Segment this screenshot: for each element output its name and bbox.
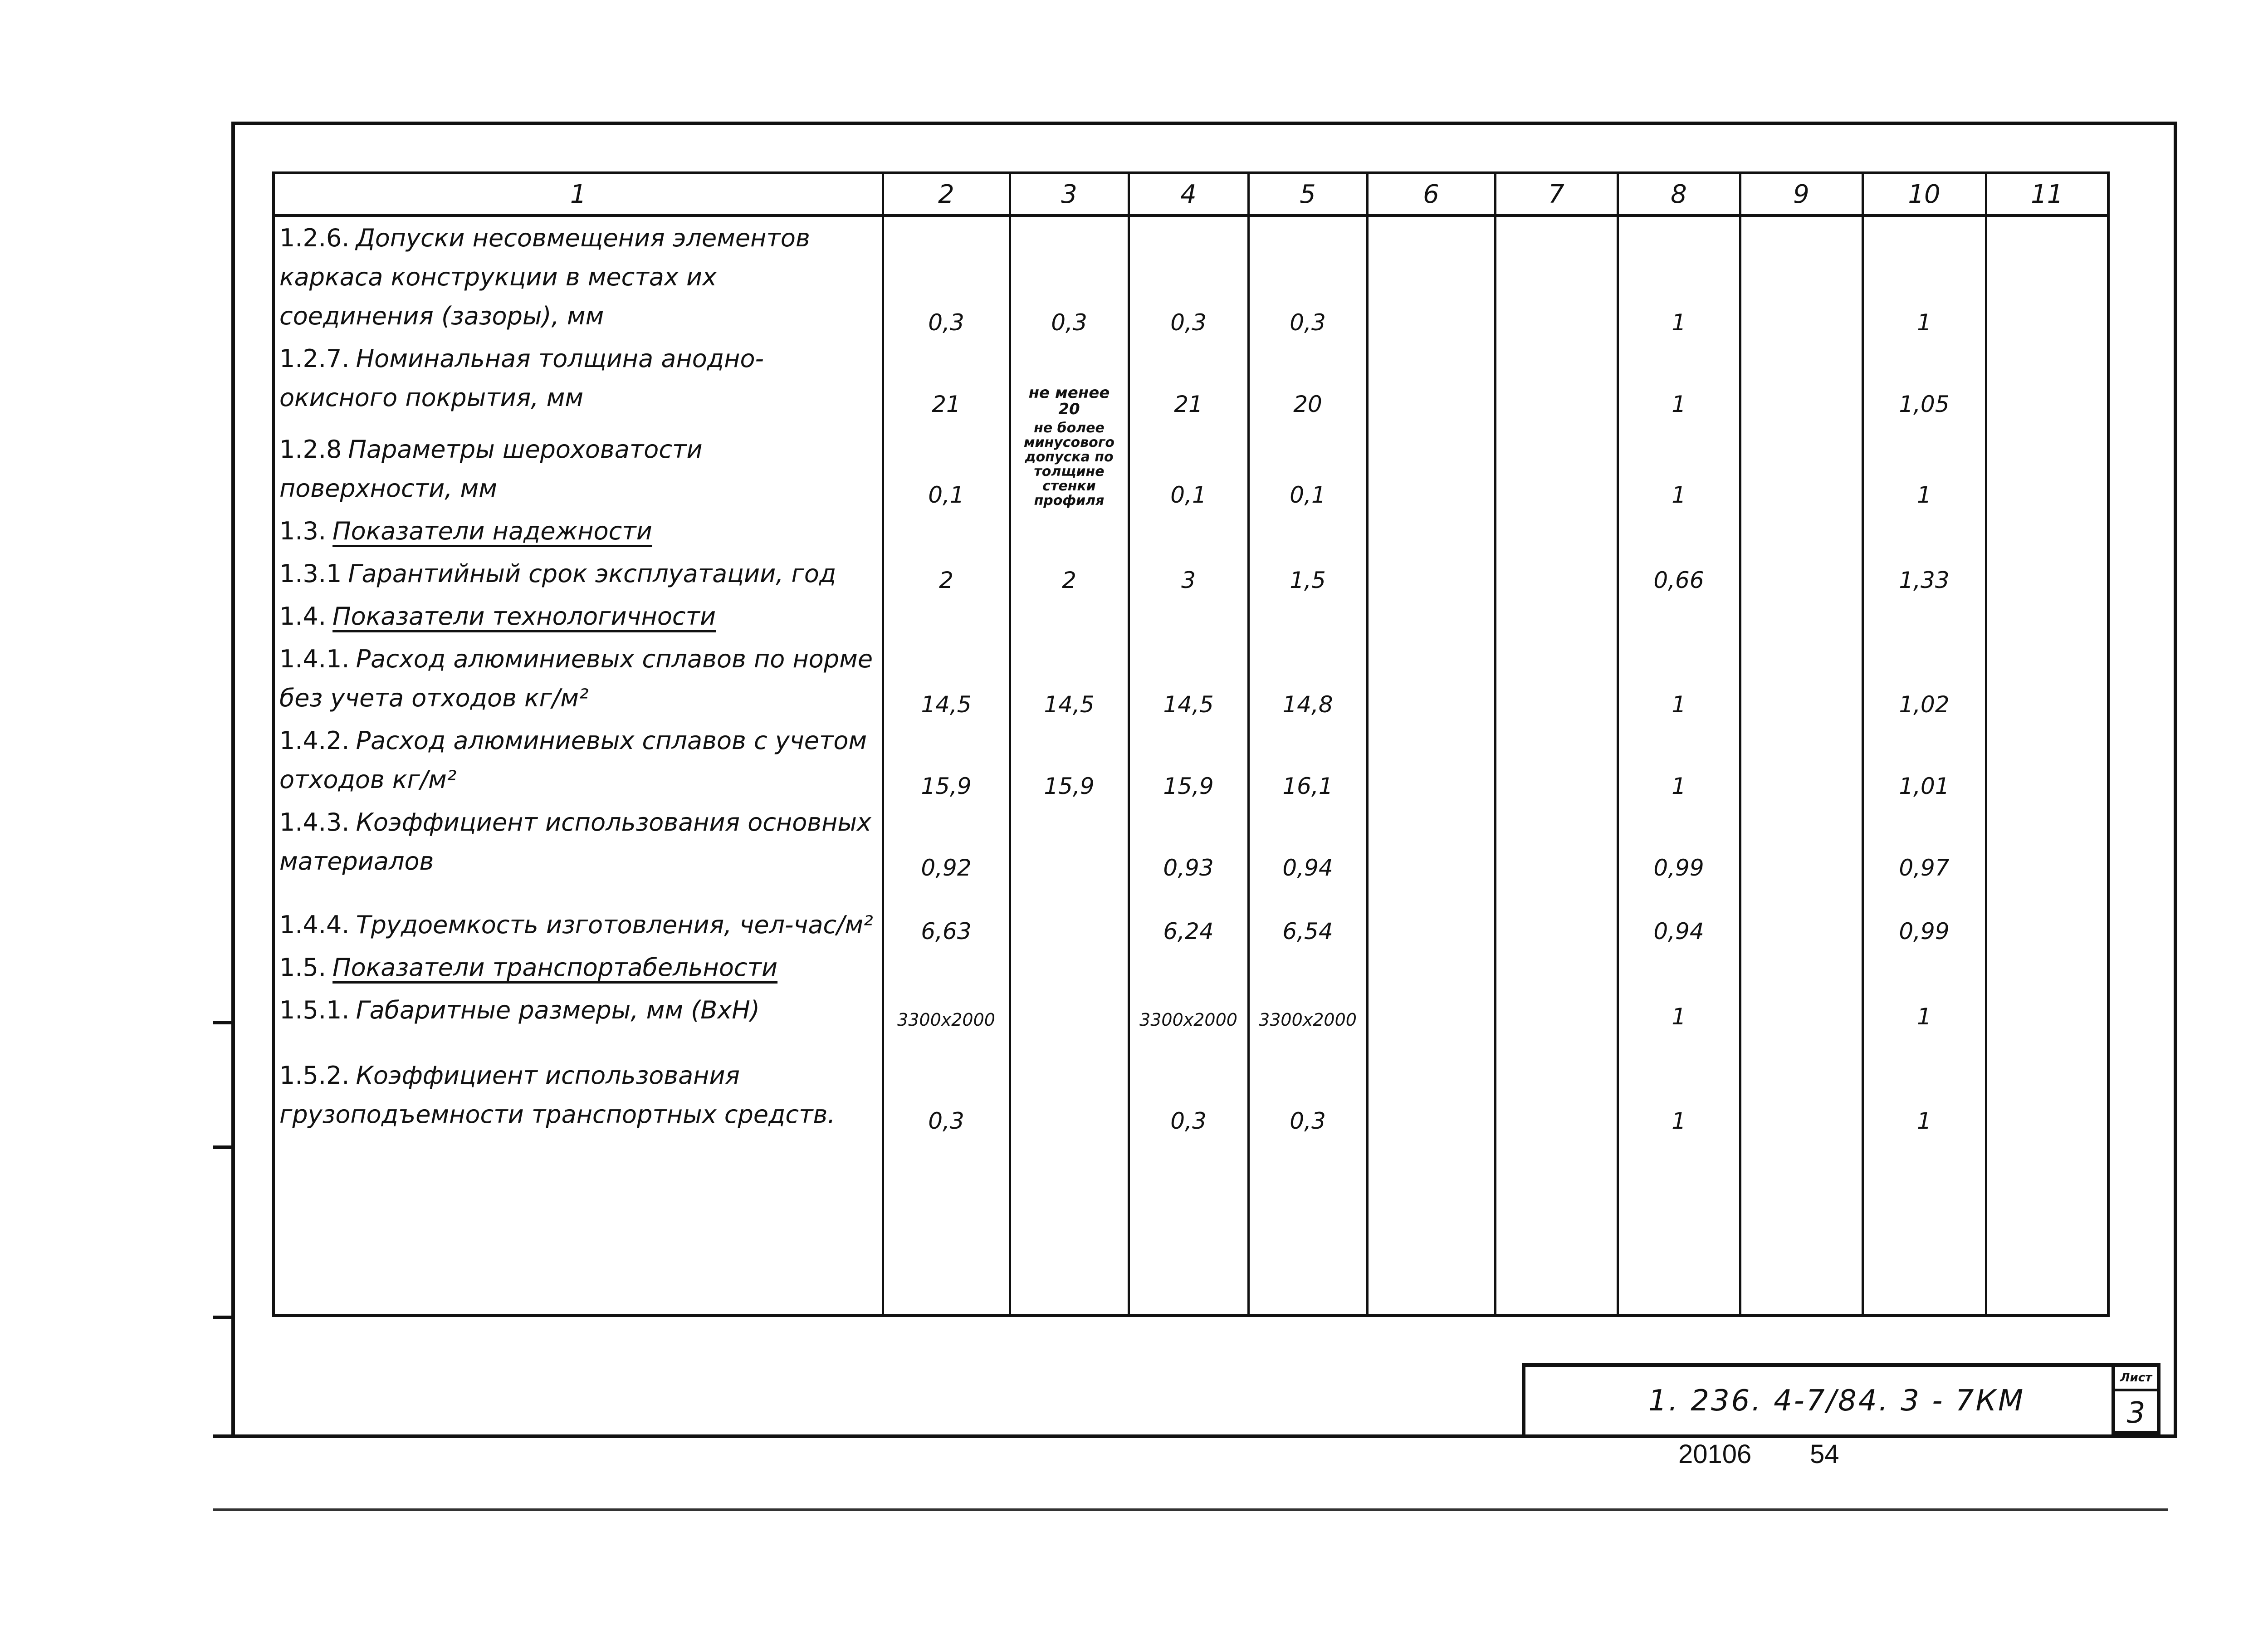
- cell-c4: [1129, 946, 1248, 989]
- cell-c8: 1: [1618, 338, 1740, 419]
- cell-c9: [1740, 989, 1862, 1032]
- cell-c6: [1367, 215, 1495, 338]
- cell-c6: [1367, 883, 1495, 946]
- col-header: 9: [1740, 173, 1862, 215]
- row-number: 1.4.: [279, 602, 327, 631]
- empty-cell: [1986, 1136, 2108, 1316]
- cell-c11: [1986, 338, 2108, 419]
- table-row: [274, 801, 2108, 883]
- section-row: [274, 595, 2108, 638]
- cell-c2: 2: [883, 553, 1010, 595]
- section-row: [274, 510, 2108, 553]
- table-row: [274, 419, 2108, 510]
- cell-c7: [1495, 989, 1618, 1032]
- cell-c4: 3300х2000: [1129, 989, 1248, 1032]
- cell-c7: [1495, 215, 1618, 338]
- row-label: [274, 720, 883, 801]
- cell-c3: [1010, 1032, 1129, 1136]
- col-header: 11: [1986, 173, 2108, 215]
- cell-c8: [1618, 946, 1740, 989]
- cell-c4: [1129, 595, 1248, 638]
- cell-c5: 3300х2000: [1248, 989, 1367, 1032]
- cell-c11: [1986, 989, 2108, 1032]
- cell-c8: 1: [1618, 419, 1740, 510]
- footer-page-number: 54: [1810, 1439, 1839, 1469]
- cell-c5: 0,3: [1248, 1032, 1367, 1136]
- frame-edge-tick: [213, 1145, 231, 1149]
- cell-c3: [1010, 510, 1129, 553]
- cell-c5: [1248, 946, 1367, 989]
- cell-c7: [1495, 553, 1618, 595]
- cell-c9: [1740, 638, 1862, 720]
- row-label: [274, 638, 883, 720]
- cell-c8: 1: [1618, 1032, 1740, 1136]
- row-number: 1.4.2.: [279, 726, 350, 755]
- row-number: 1.3.: [279, 517, 327, 545]
- cell-c10: 1,01: [1862, 720, 1986, 801]
- row-text: Коэффициент использования грузоподъемности транспортных средств.: [279, 1061, 836, 1129]
- empty-cell: [1495, 1136, 1618, 1316]
- cell-c4: 21: [1129, 338, 1248, 419]
- empty-cell: [1740, 1136, 1862, 1316]
- cell-c7: [1495, 720, 1618, 801]
- col-header: 4: [1129, 173, 1248, 215]
- cell-c9: [1740, 338, 1862, 419]
- cell-c11: [1986, 720, 2108, 801]
- cell-c11: [1986, 883, 2108, 946]
- col-header: 10: [1862, 173, 1986, 215]
- cell-c2: [883, 510, 1010, 553]
- cell-c4: 0,1: [1129, 419, 1248, 510]
- cell-c9: [1740, 946, 1862, 989]
- cell-c10: 1,05: [1862, 338, 1986, 419]
- table-row: [274, 338, 2108, 419]
- col-header: 6: [1367, 173, 1495, 215]
- cell-c7: [1495, 638, 1618, 720]
- cell-c10: 1: [1862, 989, 1986, 1032]
- row-number: 1.4.1.: [279, 645, 350, 673]
- cell-c4: 0,3: [1129, 215, 1248, 338]
- row-label: [274, 215, 883, 338]
- table-row: [274, 638, 2108, 720]
- col-header: 3: [1010, 173, 1129, 215]
- row-number: 1.5.2.: [279, 1061, 350, 1090]
- row-label: [274, 801, 883, 883]
- footer-inventory-number: 20106: [1678, 1439, 1752, 1469]
- row-text: Показатели надежности: [332, 517, 652, 545]
- cell-c11: [1986, 595, 2108, 638]
- cell-c8: 0,66: [1618, 553, 1740, 595]
- row-label: [274, 510, 883, 553]
- cell-c4: 6,24: [1129, 883, 1248, 946]
- sheet-bottom-line: [213, 1508, 2168, 1511]
- row-number: 1.5.: [279, 953, 327, 982]
- cell-c5: 16,1: [1248, 720, 1367, 801]
- cell-c6: [1367, 720, 1495, 801]
- cell-c9: [1740, 1032, 1862, 1136]
- table-row: [274, 553, 2108, 595]
- row-number: 1.2.7.: [279, 344, 350, 373]
- row-number: 1.2.8: [279, 435, 342, 464]
- cell-c2: 14,5: [883, 638, 1010, 720]
- filler-row: [274, 1136, 2108, 1316]
- empty-cell: [883, 1136, 1010, 1316]
- row-number: 1.2.6.: [279, 224, 350, 252]
- cell-c6: [1367, 989, 1495, 1032]
- cell-c7: [1495, 419, 1618, 510]
- cell-c3: 14,5: [1010, 638, 1129, 720]
- cell-c9: [1740, 215, 1862, 338]
- cell-c10: [1862, 946, 1986, 989]
- cell-c9: [1740, 419, 1862, 510]
- col-header: 8: [1618, 173, 1740, 215]
- table-row: [274, 883, 2108, 946]
- empty-cell: [1248, 1136, 1367, 1316]
- cell-c3: [1010, 595, 1129, 638]
- row-label: [274, 338, 883, 419]
- cell-c8: 0,99: [1618, 801, 1740, 883]
- cell-c6: [1367, 801, 1495, 883]
- cell-c2: 0,1: [883, 419, 1010, 510]
- cell-c11: [1986, 215, 2108, 338]
- table-row: [274, 215, 2108, 338]
- row-label: [274, 595, 883, 638]
- cell-c2: 15,9: [883, 720, 1010, 801]
- cell-c7: [1495, 1032, 1618, 1136]
- cell-c10: 1,33: [1862, 553, 1986, 595]
- empty-cell: [1367, 1136, 1495, 1316]
- cell-c6: [1367, 595, 1495, 638]
- row-text: Трудоемкость изготовления, чел-час/м²: [356, 910, 873, 939]
- cell-c7: [1495, 883, 1618, 946]
- cell-c11: [1986, 801, 2108, 883]
- empty-cell: [1862, 1136, 1986, 1316]
- col-header: 1: [274, 173, 883, 215]
- cell-c6: [1367, 638, 1495, 720]
- cell-c3: [1010, 989, 1129, 1032]
- frame-bottom-line: [213, 1434, 2177, 1438]
- cell-c5: [1248, 510, 1367, 553]
- row-number: 1.5.1.: [279, 996, 350, 1024]
- cell-c4: 3: [1129, 553, 1248, 595]
- row-text: Показатели транспортабельности: [332, 953, 778, 982]
- table-row: [274, 1032, 2108, 1136]
- cell-c2: 6,63: [883, 883, 1010, 946]
- header-row: [274, 173, 2108, 215]
- cell-c2: 0,3: [883, 1032, 1010, 1136]
- cell-c3: [1010, 801, 1129, 883]
- empty-cell: [1010, 1136, 1129, 1316]
- cell-c5: 0,94: [1248, 801, 1367, 883]
- cell-c10: 1: [1862, 1032, 1986, 1136]
- row-label: [274, 989, 883, 1032]
- row-text: Расход алюминиевых сплавов с учетом отходов кг/м²: [279, 726, 867, 794]
- cell-c10: [1862, 595, 1986, 638]
- col-header: 7: [1495, 173, 1618, 215]
- empty-cell: [1129, 1136, 1248, 1316]
- row-label: [274, 946, 883, 989]
- cell-c5: 0,1: [1248, 419, 1367, 510]
- cell-c6: [1367, 510, 1495, 553]
- cell-c3: не менее 20: [1010, 338, 1129, 419]
- row-text: Параметры шероховатости поверхности, мм: [279, 435, 703, 503]
- cell-c5: 20: [1248, 338, 1367, 419]
- cell-c5: [1248, 595, 1367, 638]
- cell-c8: 1: [1618, 638, 1740, 720]
- table-row: [274, 989, 2108, 1032]
- row-number: 1.4.3.: [279, 808, 350, 837]
- cell-c2: [883, 946, 1010, 989]
- frame-edge-tick: [213, 1021, 231, 1024]
- cell-c5: 1,5: [1248, 553, 1367, 595]
- table-row: [274, 720, 2108, 801]
- cell-c5: 6,54: [1248, 883, 1367, 946]
- cell-c10: 1: [1862, 419, 1986, 510]
- cell-c8: 1: [1618, 989, 1740, 1032]
- cell-c7: [1495, 338, 1618, 419]
- row-text: Гарантийный срок эксплуатации, год: [348, 559, 836, 588]
- row-label: [274, 553, 883, 595]
- cell-c11: [1986, 510, 2108, 553]
- row-text: Допуски несовмещения элементов каркаса конструкции в местах их соединения (зазоры), мм: [279, 224, 810, 330]
- col-header: 2: [883, 173, 1010, 215]
- empty-cell: [1618, 1136, 1740, 1316]
- cell-c8: 0,94: [1618, 883, 1740, 946]
- cell-c2: 0,92: [883, 801, 1010, 883]
- row-text: Габаритные размеры, мм (ВхН): [356, 996, 760, 1024]
- row-text: Показатели технологичности: [332, 602, 716, 631]
- designation-text: 1. 236. 4-7/84. 3 - 7КМ: [1648, 1384, 2025, 1418]
- cell-c7: [1495, 510, 1618, 553]
- cell-c4: 0,3: [1129, 1032, 1248, 1136]
- cell-c2: 0,3: [883, 215, 1010, 338]
- cell-c10: 1,02: [1862, 638, 1986, 720]
- cell-c8: [1618, 510, 1740, 553]
- cell-c11: [1986, 419, 2108, 510]
- cell-c7: [1495, 946, 1618, 989]
- cell-c6: [1367, 338, 1495, 419]
- title-block-designation: [1522, 1363, 2148, 1434]
- row-text: Расход алюминиевых сплавов по норме без учета отходов кг/м²: [279, 645, 873, 712]
- row-number: 1.3.1: [279, 559, 342, 588]
- cell-c11: [1986, 553, 2108, 595]
- cell-c7: [1495, 595, 1618, 638]
- cell-c11: [1986, 946, 2108, 989]
- cell-c11: [1986, 638, 2108, 720]
- cell-c6: [1367, 419, 1495, 510]
- cell-c10: 0,99: [1862, 883, 1986, 946]
- row-label: [274, 1032, 883, 1136]
- cell-c3: 15,9: [1010, 720, 1129, 801]
- cell-c11: [1986, 1032, 2108, 1136]
- cell-c2: [883, 595, 1010, 638]
- cell-c10: [1862, 510, 1986, 553]
- cell-c4: [1129, 510, 1248, 553]
- specification-table: [272, 171, 2110, 1317]
- cell-c3: 0,3: [1010, 215, 1129, 338]
- cell-c8: 1: [1618, 720, 1740, 801]
- cell-c6: [1367, 946, 1495, 989]
- cell-c9: [1740, 510, 1862, 553]
- cell-c3: [1010, 946, 1129, 989]
- cell-c3: 2: [1010, 553, 1129, 595]
- col-header: 5: [1248, 173, 1367, 215]
- row-number: 1.4.4.: [279, 910, 350, 939]
- cell-c2: 21: [883, 338, 1010, 419]
- cell-c3: [1010, 883, 1129, 946]
- cell-c4: 14,5: [1129, 638, 1248, 720]
- section-row: [274, 946, 2108, 989]
- cell-c5: 0,3: [1248, 215, 1367, 338]
- cell-c3: не более минусового допуска по толщине стенки профиля: [1010, 419, 1129, 510]
- cell-c8: [1618, 595, 1740, 638]
- cell-c7: [1495, 801, 1618, 883]
- cell-c9: [1740, 553, 1862, 595]
- cell-c10: 1: [1862, 215, 1986, 338]
- cell-c9: [1740, 720, 1862, 801]
- cell-c2: 3300х2000: [883, 989, 1010, 1032]
- cell-c4: 0,93: [1129, 801, 1248, 883]
- cell-c9: [1740, 595, 1862, 638]
- cell-c9: [1740, 801, 1862, 883]
- cell-c4: 15,9: [1129, 720, 1248, 801]
- cell-c6: [1367, 553, 1495, 595]
- row-label: [274, 883, 883, 946]
- cell-c5: 14,8: [1248, 638, 1367, 720]
- empty-cell: [274, 1136, 883, 1316]
- row-text: Номинальная толщина анодно-окисного покрытия, мм: [279, 344, 764, 412]
- sheet-label: Лист: [2115, 1367, 2157, 1391]
- row-label: [274, 419, 883, 510]
- cell-c8: 1: [1618, 215, 1740, 338]
- sheet-number: 3: [2126, 1396, 2146, 1430]
- frame-edge-tick: [213, 1316, 231, 1319]
- cell-c6: [1367, 1032, 1495, 1136]
- row-text: Коэффициент использования основных материалов: [279, 808, 872, 876]
- sheet-number-box: [2112, 1363, 2160, 1434]
- cell-c10: 0,97: [1862, 801, 1986, 883]
- cell-c9: [1740, 883, 1862, 946]
